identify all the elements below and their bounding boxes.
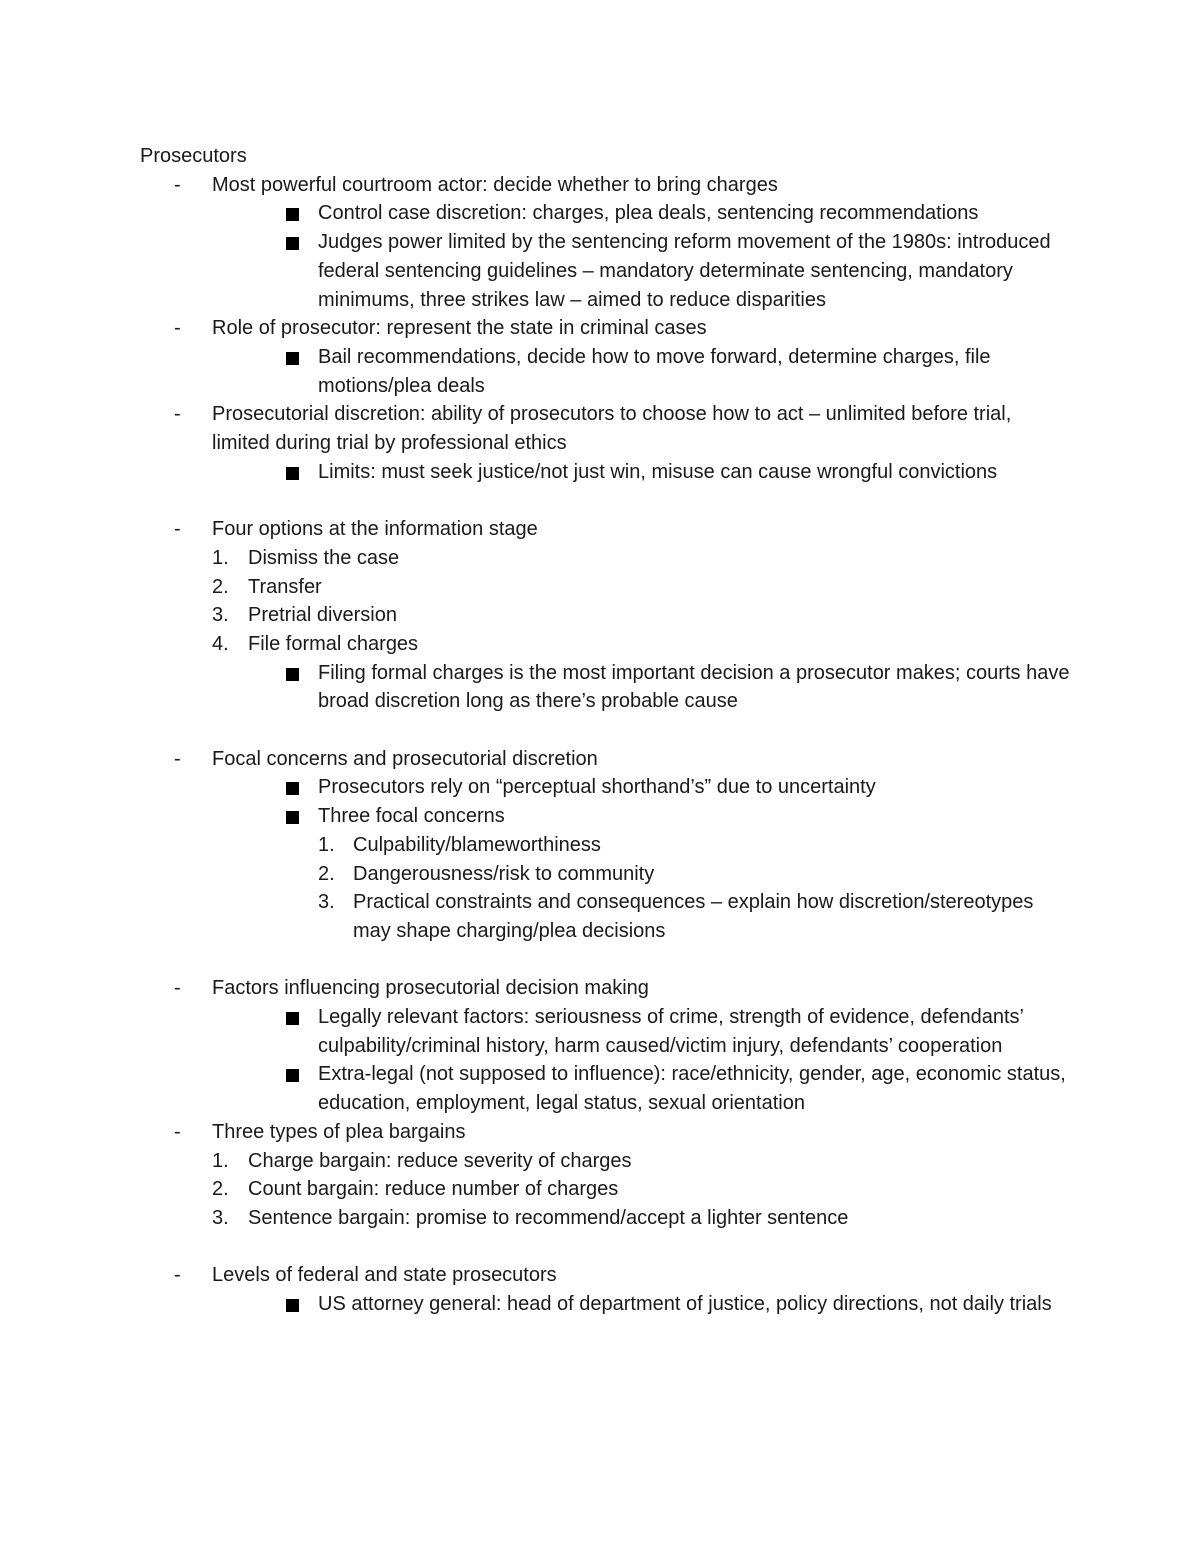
bullet-item xyxy=(140,745,1070,774)
square-bullet-icon xyxy=(286,237,299,250)
square-bullet-icon xyxy=(286,811,299,824)
item-number: 3. xyxy=(318,891,335,914)
bullet-item xyxy=(140,400,1070,457)
dash-marker: - xyxy=(174,173,181,196)
bullet-text: Four options at the information stage xyxy=(212,518,538,541)
item-number: 1. xyxy=(212,546,229,569)
document-body xyxy=(140,142,1070,1319)
sub-bullet-item xyxy=(140,802,1070,831)
blank-line xyxy=(140,1233,1070,1262)
sub-bullet-item xyxy=(140,1060,1070,1117)
bullet-text: Three types of plea bargains xyxy=(212,1120,466,1143)
numbered-item xyxy=(140,1204,1070,1233)
square-bullet-icon xyxy=(286,668,299,681)
sub-bullet-text: Legally relevant factors: seriousness of crime, strength of evidence, defendants’ culpability/criminal history, harm caused/victim injury, defendants’ cooperation xyxy=(318,1006,1024,1057)
document-title: Prosecutors xyxy=(140,145,247,167)
sub-bullet-text: Extra-legal (not supposed to influence): race/ethnicity, gender, age, economic status, education, employment, legal status, sexual orientation xyxy=(318,1063,1066,1115)
blank-line xyxy=(140,946,1070,975)
numbered-text: Dismiss the case xyxy=(248,546,400,569)
dash-marker: - xyxy=(174,977,181,1000)
sub-bullet-text: Limits: must seek justice/not just win, misuse can cause wrongful convictions xyxy=(318,460,998,483)
numbered-item xyxy=(140,860,1070,889)
sub-bullet-item xyxy=(140,199,1070,228)
bullet-text: Levels of federal and state prosecutors xyxy=(212,1264,557,1287)
numbered-item xyxy=(140,1147,1070,1176)
dash-marker: - xyxy=(174,317,181,340)
bullet-text: Role of prosecutor: represent the state in criminal cases xyxy=(212,317,707,340)
bullet-text: Factors influencing prosecutorial decision making xyxy=(212,977,649,1000)
numbered-text: Sentence bargain: promise to recommend/accept a lighter sentence xyxy=(248,1206,849,1229)
sub-bullet-text: US attorney general: head of department of justice, policy directions, not daily trials xyxy=(318,1293,1052,1316)
square-bullet-icon xyxy=(286,352,299,365)
dash-marker: - xyxy=(174,518,181,541)
item-number: 4. xyxy=(212,632,229,655)
numbered-item xyxy=(140,544,1070,573)
numbered-item xyxy=(140,573,1070,602)
bullet-text: Focal concerns and prosecutorial discretion xyxy=(212,747,598,770)
sub-bullet-text: Bail recommendations, decide how to move forward, determine charges, file motions/plea deals xyxy=(318,345,991,397)
numbered-text: Culpability/blameworthiness xyxy=(353,833,601,856)
sub-bullet-text: Control case discretion: charges, plea deals, sentencing recommendations xyxy=(318,202,979,225)
numbered-item xyxy=(140,601,1070,630)
sub-bullet-text: Prosecutors rely on “perceptual shorthand’s” due to uncertainty xyxy=(318,776,876,799)
square-bullet-icon xyxy=(286,467,299,480)
sub-bullet-item xyxy=(140,659,1070,716)
numbered-text: Pretrial diversion xyxy=(248,604,397,627)
item-number: 1. xyxy=(318,833,335,856)
numbered-item xyxy=(140,1175,1070,1204)
bullet-text: Prosecutorial discretion: ability of prosecutors to choose how to act – unlimited before trial, limited during trial by professional ethics xyxy=(212,403,1012,455)
bullet-text: Most powerful courtroom actor: decide whether to bring charges xyxy=(212,173,778,196)
dash-marker: - xyxy=(174,1264,181,1287)
sub-bullet-item xyxy=(140,228,1070,314)
bullet-item xyxy=(140,171,1070,200)
sub-bullet-item xyxy=(140,1290,1070,1319)
square-bullet-icon xyxy=(286,1012,299,1025)
square-bullet-icon xyxy=(286,208,299,221)
bullet-item xyxy=(140,1118,1070,1147)
sub-bullet-item xyxy=(140,343,1070,400)
sub-bullet-item xyxy=(140,458,1070,487)
blank-line xyxy=(140,716,1070,745)
numbered-item xyxy=(140,831,1070,860)
square-bullet-icon xyxy=(286,1299,299,1312)
sub-bullet-text: Three focal concerns xyxy=(318,805,505,828)
numbered-item xyxy=(140,630,1070,659)
item-number: 2. xyxy=(318,862,335,885)
bullet-item xyxy=(140,1261,1070,1290)
bullet-item xyxy=(140,314,1070,343)
sub-bullet-text: Filing formal charges is the most important decision a prosecutor makes; courts have broad discretion long as there’s probable cause xyxy=(318,661,1070,713)
bullet-item xyxy=(140,515,1070,544)
numbered-text: Charge bargain: reduce severity of charges xyxy=(248,1149,632,1172)
dash-marker: - xyxy=(174,747,181,770)
item-number: 2. xyxy=(212,575,229,598)
dash-marker: - xyxy=(174,403,181,426)
item-number: 3. xyxy=(212,604,229,627)
sub-bullet-item xyxy=(140,1003,1070,1060)
square-bullet-icon xyxy=(286,782,299,795)
numbered-item xyxy=(140,888,1070,945)
square-bullet-icon xyxy=(286,1069,299,1082)
numbered-text: Practical constraints and consequences – explain how discretion/stereotypes may shape charging/plea decisions xyxy=(353,891,1034,942)
sub-bullet-text: Judges power limited by the sentencing reform movement of the 1980s: introduced federal sentencing guidelines – mandatory determinate sentencing, mandatory minimums, three strikes law – aimed to reduce disparities xyxy=(318,231,1051,311)
dash-marker: - xyxy=(174,1120,181,1143)
sub-bullet-item xyxy=(140,773,1070,802)
item-number: 3. xyxy=(212,1206,229,1229)
numbered-text: Dangerousness/risk to community xyxy=(353,862,655,885)
item-number: 2. xyxy=(212,1178,229,1201)
item-number: 1. xyxy=(212,1149,229,1172)
bullet-item xyxy=(140,974,1070,1003)
numbered-text: Count bargain: reduce number of charges xyxy=(248,1178,619,1201)
numbered-text: File formal charges xyxy=(248,632,419,655)
blank-line xyxy=(140,486,1070,515)
numbered-text: Transfer xyxy=(248,575,322,598)
